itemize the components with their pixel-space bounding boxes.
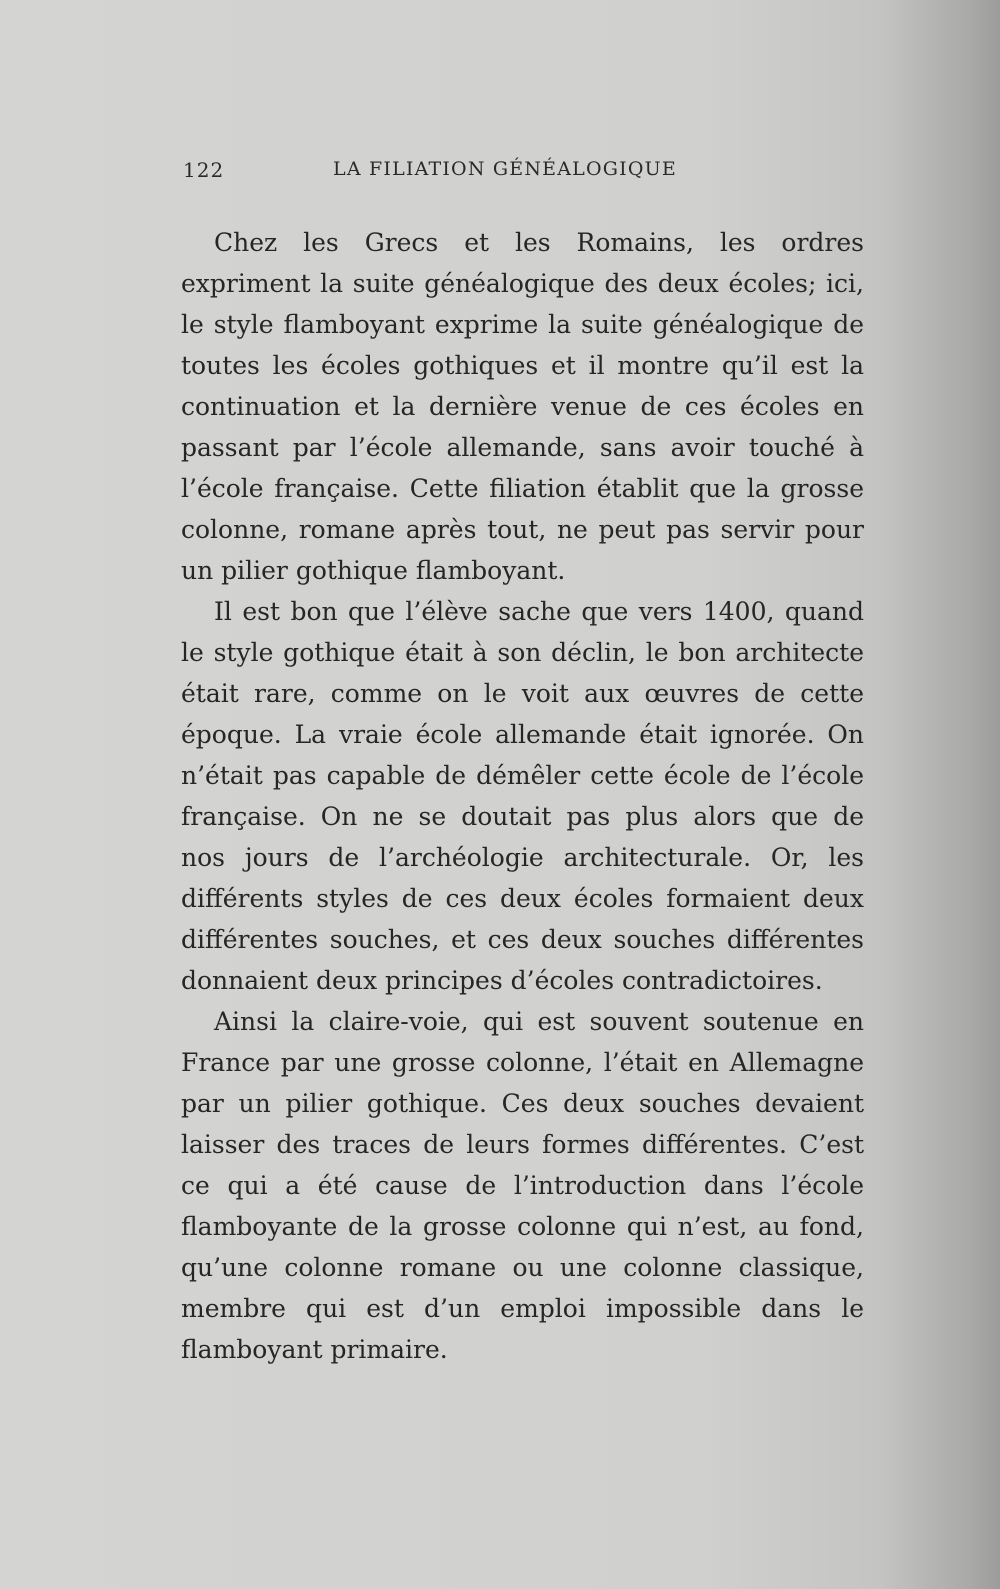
text-line: toutes les écoles gothiques et il montre qu’il est la: [181, 351, 864, 380]
text-line: laisser des traces de leurs formes différentes. C’est: [181, 1130, 864, 1159]
running-head: [183, 158, 719, 188]
running-title: LA FILIATION GÉNÉALOGIQUE: [333, 158, 677, 180]
text-line: un pilier gothique flamboyant.: [181, 556, 566, 585]
text-line: flamboyante de la grosse colonne qui n’est, au fond,: [181, 1212, 864, 1241]
text-line: expriment la suite généalogique des deux écoles; ici,: [181, 269, 864, 298]
text-line: passant par l’école allemande, sans avoir touché à: [181, 433, 864, 462]
text-line: différents styles de ces deux écoles formaient deux: [181, 884, 864, 913]
paragraph: [181, 591, 864, 1001]
text-line: était rare, comme on le voit aux œuvres de cette: [181, 679, 864, 708]
text-line: France par une grosse colonne, l’était en Allemagne: [181, 1048, 864, 1077]
text-line: le style gothique était à son déclin, le bon architecte: [181, 638, 864, 667]
text-line: différentes souches, et ces deux souches différentes: [181, 925, 864, 954]
text-line: l’école française. Cette filiation établit que la grosse: [181, 474, 864, 503]
paragraph: [181, 222, 864, 591]
text-line: ce qui a été cause de l’introduction dans l’école: [181, 1171, 864, 1200]
text-line: par un pilier gothique. Ces deux souches devaient: [181, 1089, 864, 1118]
text-line: Ainsi la claire-voie, qui est souvent soutenue en: [214, 1007, 864, 1036]
text-line: colonne, romane après tout, ne peut pas servir pour: [181, 515, 864, 544]
text-line: continuation et la dernière venue de ces écoles en: [181, 392, 864, 421]
text-line: française. On ne se doutait pas plus alors que de: [181, 802, 864, 831]
text-line: qu’une colonne romane ou une colonne classique,: [181, 1253, 864, 1282]
page-number: 122: [183, 158, 225, 182]
text-line: donnaient deux principes d’écoles contradictoires.: [181, 966, 823, 995]
text-line: membre qui est d’un emploi impossible dans le: [181, 1294, 864, 1323]
text-line: Il est bon que l’élève sache que vers 1400, quand: [214, 597, 864, 626]
text-line: Chez les Grecs et les Romains, les ordres: [214, 228, 864, 257]
body-text: [181, 222, 864, 1370]
text-line: le style flamboyant exprime la suite généalogique de: [181, 310, 864, 339]
text-line: époque. La vraie école allemande était ignorée. On: [181, 720, 864, 749]
text-line: n’était pas capable de démêler cette école de l’école: [181, 761, 864, 790]
text-line: nos jours de l’archéologie architecturale. Or, les: [181, 843, 864, 872]
paragraph: [181, 1001, 864, 1370]
text-line: flamboyant primaire.: [181, 1335, 448, 1364]
